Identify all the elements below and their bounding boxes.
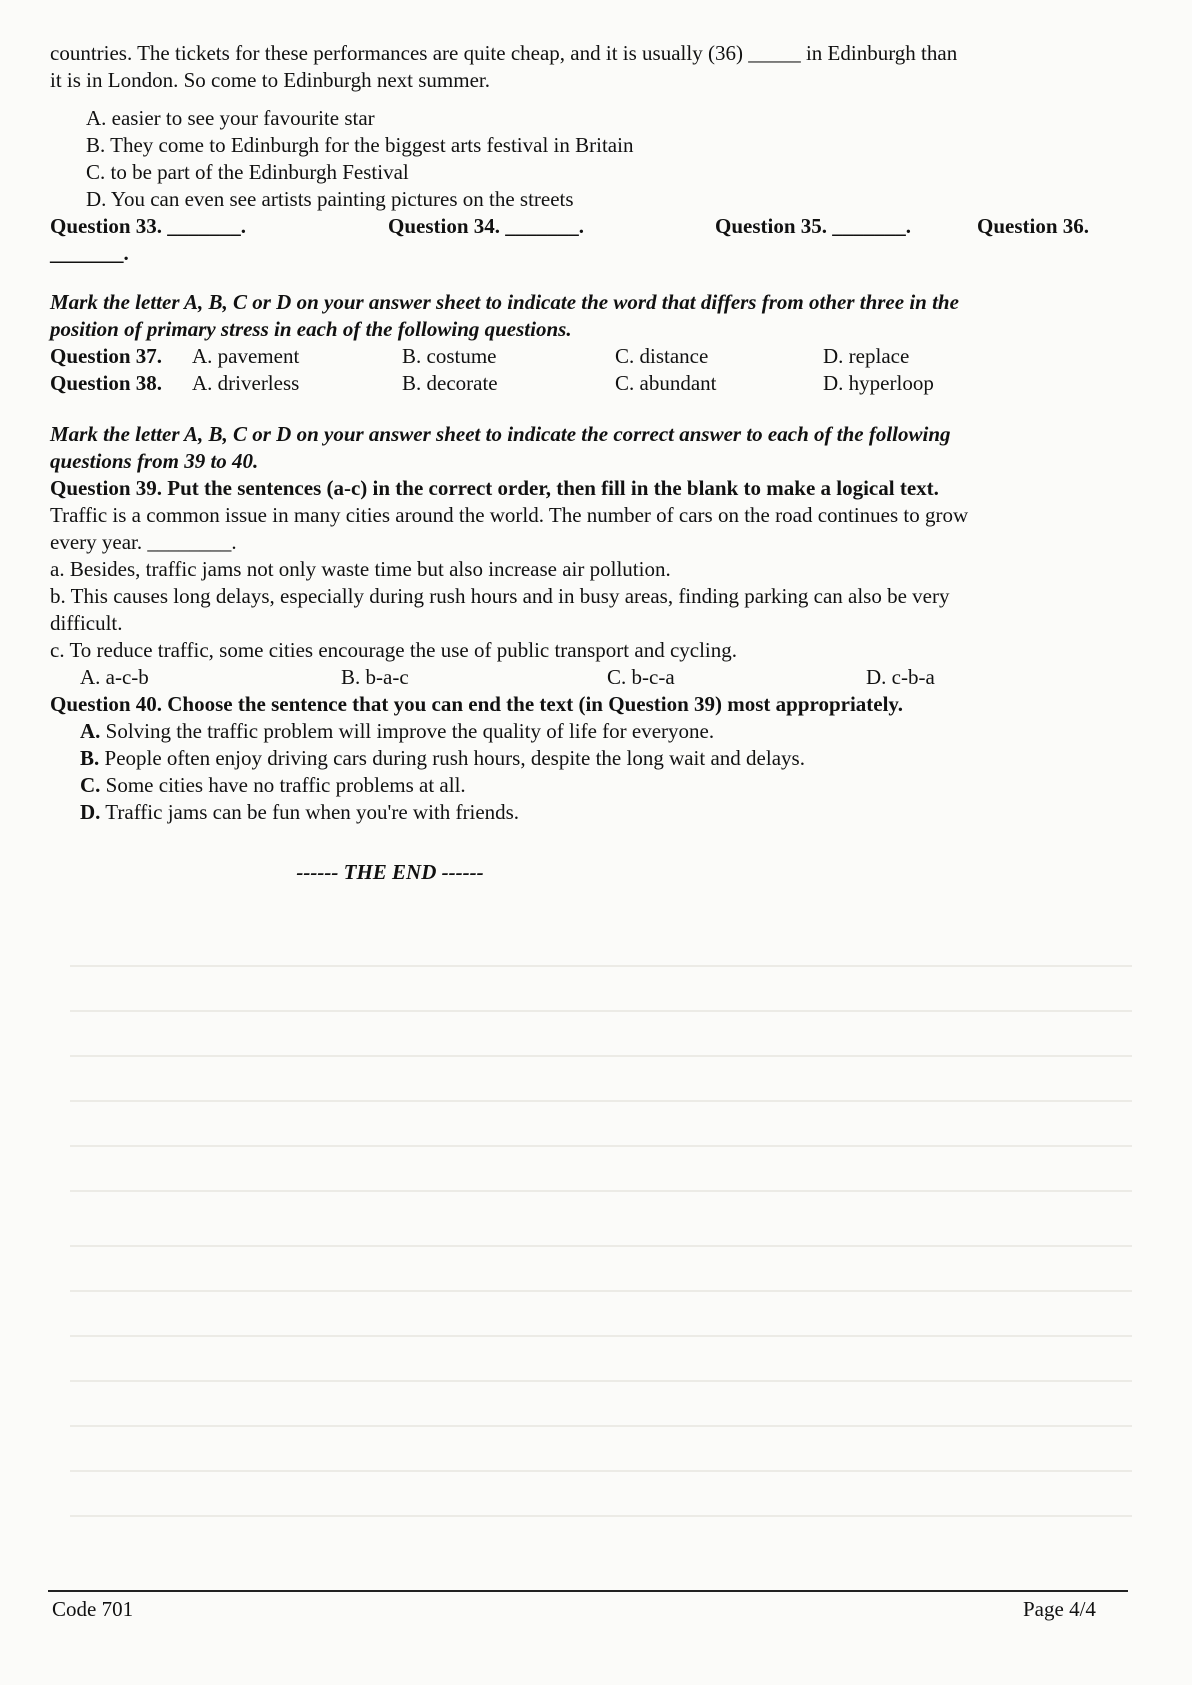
question-38-label: Question 38. bbox=[50, 371, 163, 395]
option-d bbox=[50, 799, 1125, 826]
sentence-b: b. This causes long delays, especially during rush hours and in busy areas, finding parking can also be very bbox=[50, 584, 950, 608]
option-d: D. c-b-a bbox=[866, 665, 935, 689]
option-c bbox=[50, 772, 1125, 799]
option-a: A. pavement bbox=[192, 344, 300, 368]
question-38-row bbox=[50, 370, 1125, 397]
question-39-options bbox=[50, 664, 1125, 691]
option-b: B. decorate bbox=[402, 371, 498, 395]
option-b: B. b-a-c bbox=[341, 665, 409, 689]
question-34-label: Question 34. _______. bbox=[388, 214, 585, 238]
page-number: Page 4/4 bbox=[1023, 1597, 1096, 1621]
question-36-blank: _______. bbox=[50, 241, 129, 265]
question-39-prompt: Question 39. Put the sentences (a-c) in the correct order, then fill in the blank to make a logical text. bbox=[50, 476, 939, 500]
footer-divider bbox=[48, 1590, 1128, 1592]
option-item: C. to be part of the Edinburgh Festival bbox=[86, 160, 409, 184]
question-37-row bbox=[50, 343, 1125, 370]
question-33-label: Question 33. _______. bbox=[50, 214, 247, 238]
option-c: C. distance bbox=[615, 344, 709, 368]
option-letter: C. bbox=[80, 773, 101, 797]
section-instruction: position of primary stress in each of the following questions. bbox=[50, 317, 572, 341]
section-instruction: questions from 39 to 40. bbox=[50, 449, 259, 473]
option-d: D. replace bbox=[823, 344, 910, 368]
answer-line bbox=[50, 213, 1125, 240]
question-39-text: Traffic is a common issue in many cities around the world. The number of cars on the road continues to grow bbox=[50, 503, 969, 527]
option-letter: D. bbox=[80, 800, 101, 824]
sentence-a: a. Besides, traffic jams not only waste time but also increase air pollution. bbox=[50, 557, 671, 581]
exam-page bbox=[50, 40, 1125, 886]
option-text: Solving the traffic problem will improve the quality of life for everyone. bbox=[100, 719, 715, 743]
option-item: D. You can even see artists painting pictures on the streets bbox=[86, 187, 574, 211]
section-instruction: Mark the letter A, B, C or D on your answer sheet to indicate the word that differs from other three in the bbox=[50, 290, 959, 314]
question-39-text: every year. ________. bbox=[50, 530, 237, 554]
option-letter: B. bbox=[80, 746, 100, 770]
option-text: Traffic jams can be fun when you're with friends. bbox=[100, 800, 520, 824]
option-letter: A. bbox=[80, 719, 101, 743]
option-c: C. b-c-a bbox=[607, 665, 675, 689]
question-40-prompt: Question 40. Choose the sentence that you can end the text (in Question 39) most appropriately. bbox=[50, 692, 904, 716]
passage-line: countries. The tickets for these performances are quite cheap, and it is usually (36) _____ in Edinburgh than bbox=[50, 41, 958, 65]
section-instruction: Mark the letter A, B, C or D on your answer sheet to indicate the correct answer to each of the following bbox=[50, 422, 951, 446]
option-b: B. costume bbox=[402, 344, 497, 368]
end-marker: ------ THE END ------ bbox=[296, 860, 484, 884]
option-text: People often enjoy driving cars during rush hours, despite the long wait and delays. bbox=[99, 746, 805, 770]
option-item: A. easier to see your favourite star bbox=[86, 106, 375, 130]
passage-line: it is in London. So come to Edinburgh next summer. bbox=[50, 68, 491, 92]
exam-code: Code 701 bbox=[52, 1597, 134, 1621]
question-35-label: Question 35. _______. bbox=[715, 214, 912, 238]
question-37-label: Question 37. bbox=[50, 344, 163, 368]
option-d: D. hyperloop bbox=[823, 371, 934, 395]
question-36-label: Question 36. bbox=[977, 214, 1090, 238]
sentence-b-cont: difficult. bbox=[50, 611, 123, 635]
option-b bbox=[50, 745, 1125, 772]
option-c: C. abundant bbox=[615, 371, 717, 395]
option-a: A. a-c-b bbox=[80, 665, 149, 689]
option-a: A. driverless bbox=[192, 371, 300, 395]
option-text: Some cities have no traffic problems at all. bbox=[100, 773, 466, 797]
option-item: B. They come to Edinburgh for the biggest arts festival in Britain bbox=[86, 133, 634, 157]
sentence-c: c. To reduce traffic, some cities encourage the use of public transport and cycling. bbox=[50, 638, 738, 662]
option-a bbox=[50, 718, 1125, 745]
